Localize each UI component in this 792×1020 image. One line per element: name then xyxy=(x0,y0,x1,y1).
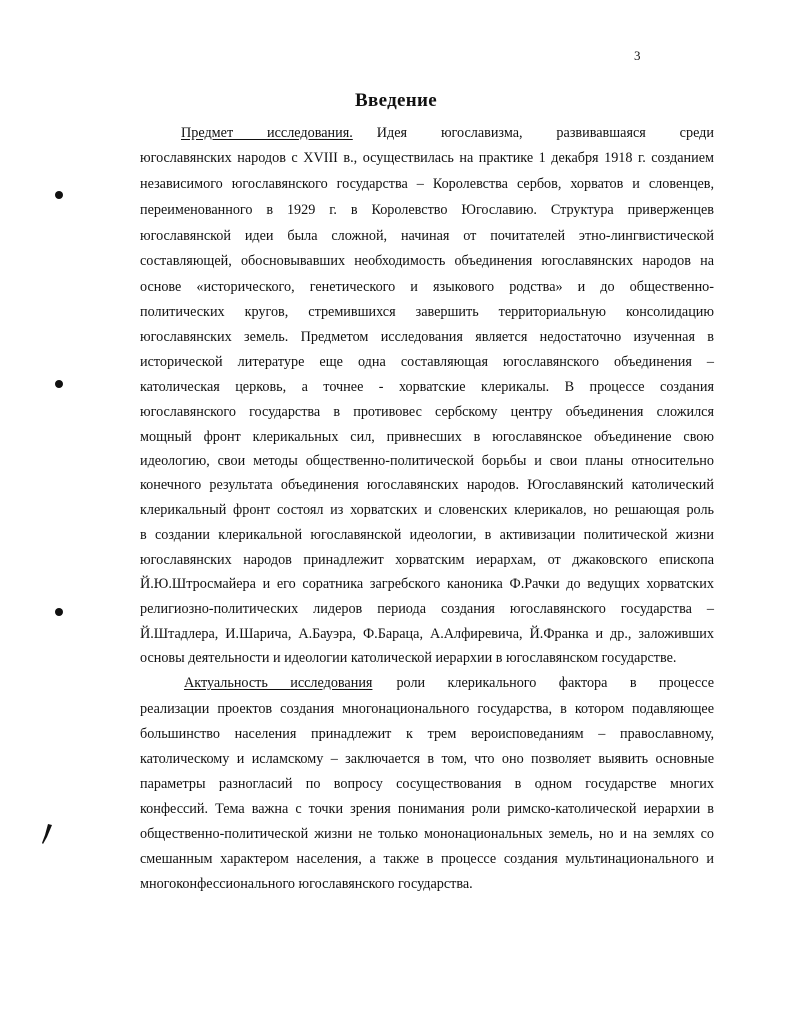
paragraph-line: основы деятельности и идеологии католической иерархии в югославянском государстве. xyxy=(140,650,677,666)
section-heading-subject: Предмет исследования. xyxy=(181,125,353,141)
paragraph-line: клерикальный фронт состоял из хорватских и словенских клерикалов, но решающая роль xyxy=(140,502,714,518)
paragraph-line: Актуальность исследования роли клерикального фактора в процессе xyxy=(184,675,714,691)
paragraph-line: многоконфессионального югославянского государства. xyxy=(140,876,473,892)
paragraph-line: Предмет исследования. Идея югославизма, развивавшаяся среди xyxy=(181,125,714,141)
paragraph-line: югославянских народов с XVIII в., осуществилась на практике 1 декабря 1918 г. созданием xyxy=(140,150,714,166)
binder-hole-mark xyxy=(55,380,63,388)
paragraph-line: параметры разногласий по вопросу сосуществования в одном государстве многих xyxy=(140,776,714,792)
page-number: 3 xyxy=(634,48,641,63)
binder-hole-mark xyxy=(55,608,63,616)
paragraph-line: религиозно-политических лидеров периода создания югославянского государства – xyxy=(140,601,714,617)
paragraph-line: конфессий. Тема важна с точки зрения понимания роли римско-католической иерархии в xyxy=(140,801,714,817)
paragraph-line: составляющей, обосновывавших необходимость объединения югославянских народов на xyxy=(140,253,714,269)
section-heading-relevance: Актуальность исследования xyxy=(184,675,373,691)
paragraph-line: в создании клерикальной югославянской идеологии, в активизации политической жизни xyxy=(140,527,714,543)
paragraph-line: независимого югославянского государства – Королевства сербов, хорватов и словенцев, xyxy=(140,176,714,192)
binder-hole-mark xyxy=(55,191,63,199)
paragraph-line: югославянских народов принадлежит хорватским иерархам, от джаковского епископа xyxy=(140,552,714,568)
paragraph-line: католическая церковь, а точнее - хорватские клерикалы. В процессе создания xyxy=(140,379,714,395)
ink-mark xyxy=(40,823,54,845)
paragraph-line: исторической литературе еще одна составляющая югославянского объединения – xyxy=(140,354,714,370)
paragraph-line: конечного результата объединения югославянских народов. Югославянский католический xyxy=(140,477,714,493)
paragraph-line: католическому и исламскому – заключается в том, что оно позволяет выявить основные xyxy=(140,751,714,767)
paragraph-line: Й.Ю.Штросмайера и его соратника загребского каноника Ф.Рачки до ведущих хорватских xyxy=(140,576,714,592)
paragraph-line: югославянской идеи была сложной, начиная от почитателей этно-лингвистической xyxy=(140,228,714,244)
paragraph-line: политических кругов, стремившихся завершить территориальную консолидацию xyxy=(140,304,714,320)
paragraph-line: мощный фронт клерикальных сил, привнесших в югославянское объединение свою xyxy=(140,429,714,445)
paragraph-line: общественно-политической жизни не только мононациональных земель, но и на землях со xyxy=(140,826,714,842)
paragraph-line: реализации проектов создания многонационального государства, в котором подавляющее xyxy=(140,701,714,717)
paragraph-line: югославянского государства в противовес сербскому центру объединения сложился xyxy=(140,404,714,420)
paragraph-line: идеологию, свои методы общественно-политической борьбы и свои планы относительно xyxy=(140,453,714,469)
paragraph-line: переименованного в 1929 г. в Королевство Югославию. Структура приверженцев xyxy=(140,202,714,218)
paragraph-line: Й.Штадлера, И.Шарича, А.Бауэра, Ф.Бараца, А.Алфиревича, Й.Франка и др., заложивших xyxy=(140,626,714,642)
paragraph-line: большинство населения принадлежит к трем вероисповеданиям – православному, xyxy=(140,726,714,742)
paragraph-line: смешанным характером населения, а также в процессе создания мультинационального и xyxy=(140,851,714,867)
paragraph-line: югославянских земель. Предметом исследования является недостаточно изученная в xyxy=(140,329,714,345)
page-title: Введение xyxy=(355,90,437,111)
paragraph-line: основе «исторического, генетического и языкового родства» и до общественно- xyxy=(140,279,714,295)
